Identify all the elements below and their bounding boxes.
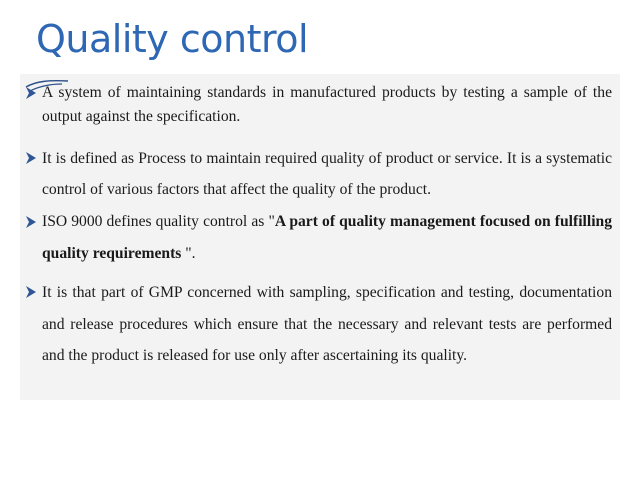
bullet-text-lead: ISO 9000 defines quality control as ": [42, 213, 275, 230]
bullet-item: [24, 206, 612, 270]
bullet-text: It is defined as Process to maintain required quality of product or service. It is a systematic control of various factors that affect the quality of the product.: [42, 150, 612, 198]
content-image: [20, 74, 620, 400]
arrow-bullet-icon: [24, 213, 38, 231]
bullet-item: [24, 143, 612, 205]
arrow-bullet-icon: [24, 84, 38, 102]
arrow-bullet-icon: [24, 283, 38, 301]
bullet-text-tail: ".: [181, 245, 196, 262]
bullet-item: [24, 81, 612, 129]
slide-title: Quality control: [36, 17, 309, 61]
bullet-item: [24, 277, 612, 372]
arrow-bullet-icon: [24, 149, 38, 167]
bullet-text: It is that part of GMP concerned with sampling, specification and testing, documentation and release procedures which ensure that the necessary and relevant tests are performed and the product is released for use only after ascertaining its quality.: [42, 284, 612, 364]
bullet-text: [42, 206, 612, 270]
bullet-text: A system of maintaining standards in manufactured products by testing a sample of the output against the specification.: [42, 84, 612, 125]
bullet-text-bold: A part of quality management focused on fulfilling quality requirements: [42, 213, 612, 262]
